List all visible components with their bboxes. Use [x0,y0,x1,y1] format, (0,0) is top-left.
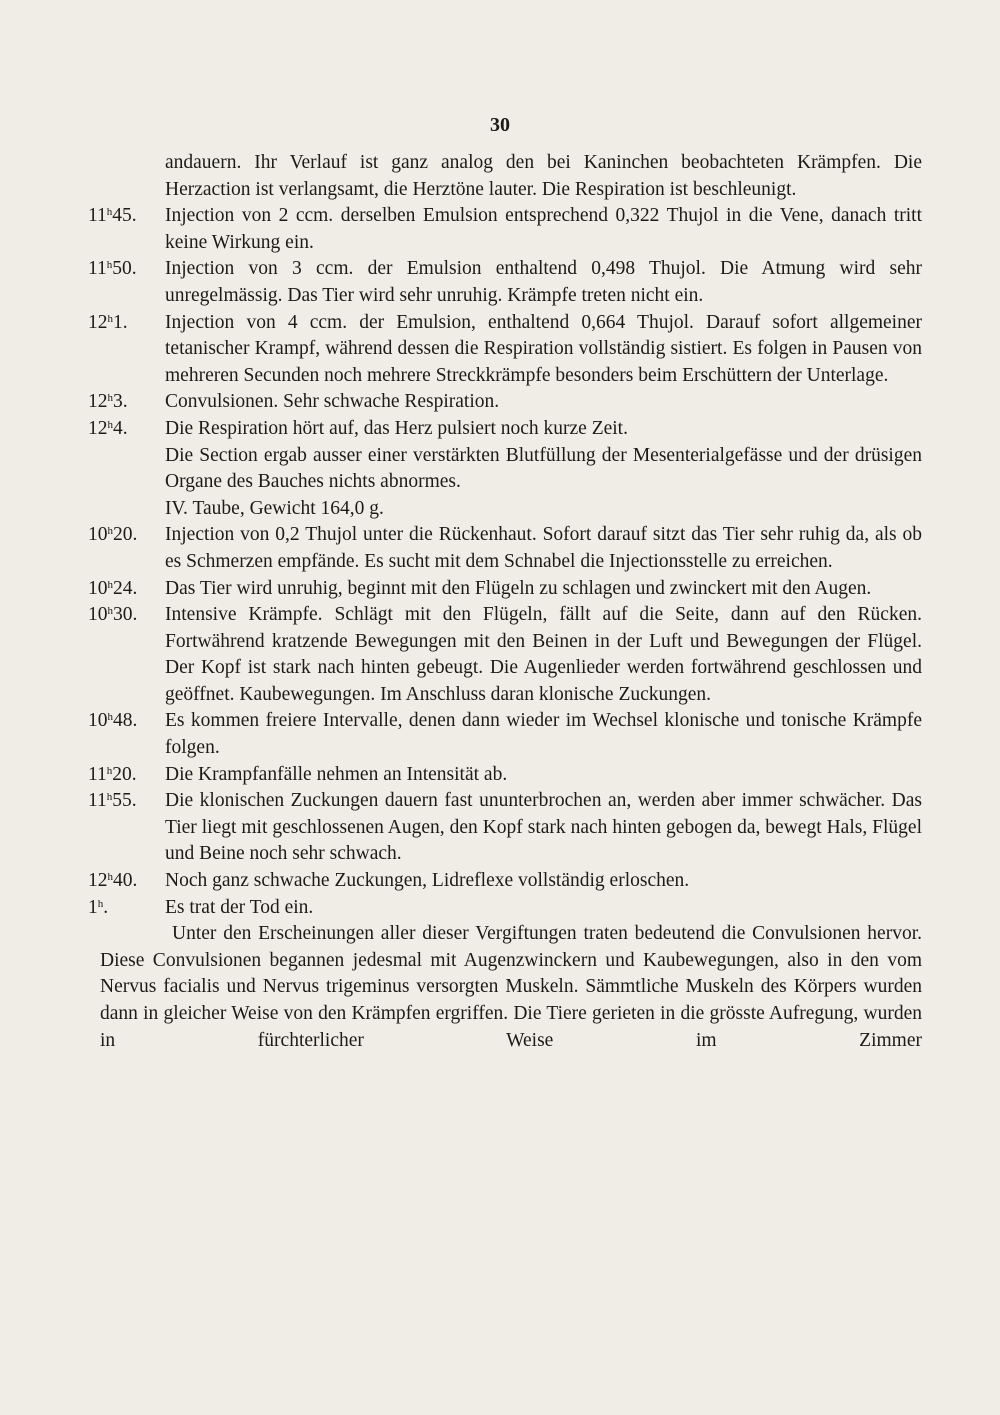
protocol-entry [88,868,922,895]
entry-text: IV. Taube, Gewicht 164,0 g. [165,497,384,519]
entry-text: Convulsionen. Sehr schwache Respiration. [165,391,500,413]
protocol-entry [88,416,922,443]
entry-time: 1$^h$. [88,896,109,918]
protocol-entry [88,708,922,761]
entry-text: Es trat der Tod ein. [165,896,314,918]
page-number: 30 [490,114,510,136]
entry-time: 11$^h$55. [88,790,137,812]
entry-time: 10$^h$20. [88,524,138,546]
entry-time: 12$^h$40. [88,870,138,892]
entry-text: Die Krampfanfälle nehmen an Intensität ab. [165,763,508,785]
entry-text: Noch ganz schwache Zuckungen, Lidreflexe vollständig erloschen. [165,870,690,892]
protocol-entry [88,310,922,390]
protocol-entry [88,895,922,922]
entry-text: Es kommen freiere Intervalle, denen dann wieder im Wechsel klonische und tonische Krämpfe folgen. [165,710,922,759]
protocol-entry [88,389,922,416]
entry-time: 12$^h$1. [88,311,128,333]
protocol-entry [88,203,922,256]
protocol-entry [88,762,922,789]
entry-text: Injection von 4 ccm. der Emulsion, enthaltend 0,664 Thujol. Darauf sofort allgemeiner tetanischer Krampf, während dessen die Respiration vollständig sistiert. Es folgen in Pausen von mehreren Secunden noch mehrere Streckkrämpfe besonders beim Erschüttern der Unterlage. [165,311,922,386]
entry-time: 11$^h$50. [88,258,137,280]
entry-time: 10$^h$48. [88,710,138,732]
protocol-entry [88,256,922,309]
entry-time: 10$^h$30. [88,604,138,626]
entry-text: Die klonischen Zuckungen dauern fast ununterbrochen an, werden aber immer schwächer. Das Tier liegt mit geschlossenen Augen, den Kopf stark nach hinten gebogen da, bewegt Hals, Flügel und Beine noch sehr schwach. [165,790,922,865]
closing-paragraph: Unter den Erscheinungen aller dieser Vergiftungen traten bedeutend die Convulsionen hervor. Diese Convulsionen begannen jedesmal mit Augenzwinckern und Kaubewegungen, also in den vom Nervus facialis und Nervus trigeminus versorgten Muskeln. Sämmtliche Muskeln des Körpers wurden dann in gleicher Weise von den Krämpfen ergriffen. Die Tiere gerieten in die grösste Aufregung, wurden in fürchterlicher Weise im Zimmer [100,923,922,1051]
protocol-entry [100,496,922,523]
protocol-entry [88,576,922,603]
entry-text: Injection von 0,2 Thujol unter die Rückenhaut. Sofort darauf sitzt das Tier sehr ruhig da, als ob es Schmerzen empfände. Es sucht mit dem Schnabel die Injectionsstelle zu erreichen. [165,524,922,572]
entry-time: 11$^h$20. [88,763,137,785]
protocol-entry [100,150,922,203]
protocol-entry [100,443,922,496]
protocol-entry [88,788,922,868]
entry-time: 10$^h$24. [88,577,138,599]
entry-text: Injection von 2 ccm. derselben Emulsion entsprechend 0,322 Thujol in die Vene, danach tritt keine Wirkung ein. [165,205,922,253]
page-body [88,150,922,1054]
protocol-entry [88,522,922,575]
entry-time: 12$^h$3. [88,391,128,413]
entry-time: 11$^h$45. [88,205,137,227]
entry-text: Injection von 3 ccm. der Emulsion enthaltend 0,498 Thujol. Die Atmung wird sehr unregelmässig. Das Tier wird sehr unruhig. Krämpfe treten nicht ein. [165,258,922,306]
entry-text: Die Section ergab ausser einer verstärkten Blutfüllung der Mesenterialgefässe und der drüsigen Organe des Bauches nichts abnormes. [165,444,922,493]
entry-text: andauern. Ihr Verlauf ist ganz analog den bei Kaninchen beobachteten Krämpfen. Die Herzaction ist verlangsamt, die Herztöne lauter. Die Respiration ist beschleunigt. [165,152,922,200]
protocol-entry [88,602,922,708]
entry-text: Die Respiration hört auf, das Herz pulsiert noch kurze Zeit. [165,417,628,439]
entry-text: Intensive Krämpfe. Schlägt mit den Flügeln, fällt auf die Seite, dann auf den Rücken. Fortwährend kratzende Bewegungen mit den Beinen in der Luft und Bewegungen der Flügel. Der Kopf ist stark nach hinten gebeugt. Die Augenlieder werden fortwährend geschlossen und geöffnet. Kaubewegungen. Im Anschluss daran klonische Zuckungen. [165,604,922,705]
entry-text: Das Tier wird unruhig, beginnt mit den Flügeln zu schlagen und zwinckert mit den Augen. [165,577,872,599]
entry-time: 12$^h$4. [88,417,128,439]
